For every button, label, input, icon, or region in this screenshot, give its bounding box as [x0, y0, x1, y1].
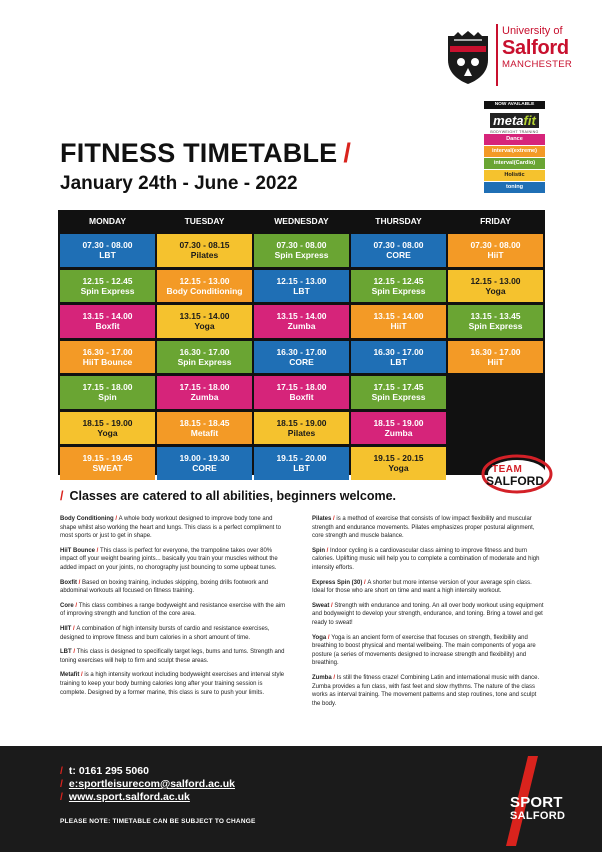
- class-cell: [157, 447, 252, 480]
- class-description-text: A combination of high intensity bursts of cardio and resistance exercises, designed to improve fitness and burn calories in a short amount of time.: [60, 625, 270, 641]
- day-header-tuesday: TUESDAY: [184, 216, 225, 226]
- class-cell: [254, 412, 349, 445]
- class-cell: [157, 412, 252, 445]
- team-salford-badge: [480, 454, 554, 494]
- class-name: Spin Express: [371, 392, 426, 403]
- class-cell: [60, 447, 155, 480]
- class-description: Body Conditioning / A whole body workout designed to improve body tone and shape whilst also working the heart and lungs. This class is a perfect compliment to most sports or just to get in shape.: [60, 516, 281, 540]
- class-name: HiiT Bounce: [82, 356, 133, 367]
- class-description-name: Yoga: [312, 634, 327, 641]
- class-name: Body Conditioning: [166, 285, 243, 296]
- class-name: Zumba: [190, 392, 219, 403]
- class-description: Core / This class combines a range bodyweight and resistance exercise with the aim of improving strength and function of the core area.: [60, 602, 286, 618]
- contact-phone: / t: 0161 295 5060: [60, 765, 149, 777]
- class-time: 07.30 - 08.00: [276, 240, 327, 251]
- class-cell: [351, 305, 446, 338]
- class-time: 12.15 - 12.45: [373, 275, 424, 286]
- class-cell: [448, 234, 543, 267]
- class-time: 07.30 - 08.00: [82, 240, 133, 251]
- class-descriptions-right: [312, 515, 544, 714]
- class-time: 13.15 - 14.00: [82, 311, 133, 322]
- class-name: LBT: [293, 285, 310, 296]
- class-cell: [157, 270, 252, 303]
- title-slash: /: [343, 138, 352, 168]
- class-time: 07.30 - 08.00: [373, 240, 424, 251]
- class-name: Zumba: [384, 427, 413, 438]
- class-time: 07.30 - 08.15: [179, 240, 230, 251]
- class-cell: [351, 376, 446, 409]
- sport-salford-logo: [498, 756, 566, 846]
- class-time: 13.15 - 14.00: [373, 311, 424, 322]
- university-line2: Salford: [502, 37, 569, 59]
- class-time: 12.15 - 13.00: [276, 275, 327, 286]
- class-time: 19.00 - 19.30: [179, 453, 230, 464]
- key-item: Dance: [484, 134, 545, 145]
- class-cell: [254, 270, 349, 303]
- class-description-text: A whole body workout designed to improve body tone and shape whilst also working the heart and lungs. This class is a perfect compliment to most sports or just to get in shape.: [60, 516, 281, 540]
- class-description-text: This class is designed to specifically target legs, bums and tums. Strength and toning exercises will help to firm and sculpt these areas.: [60, 649, 285, 664]
- class-name: Yoga: [194, 321, 215, 332]
- class-name: CORE: [386, 250, 411, 261]
- contact-website-link[interactable]: / www.sport.salford.ac.uk: [60, 791, 190, 803]
- class-cell: [351, 447, 446, 480]
- class-name: HiiT: [390, 321, 407, 332]
- metafit-logo-a: meta: [493, 113, 524, 128]
- class-description: Zumba / Is still the fitness craze! Combining Latin and international music with dance. Zumba provides a fun class, with fast feet and slow rhythms. The nature of the class works as interval training. The movement patterns and step routines, tone and sculpt the body.: [312, 674, 540, 707]
- class-time: 16.30 - 17.00: [373, 346, 424, 357]
- class-cell: [254, 341, 349, 374]
- class-description-text: Indoor cycling is a cardiovascular class aiming to improve fitness and burn calories. Uplifting music will help you to complete a combination of moderate and high intensity efforts.: [312, 547, 540, 571]
- class-description-text: This class combines a range bodyweight and resistance exercise with the aim of improving strength and function of the core area.: [60, 602, 286, 618]
- class-time: 17.15 - 18.00: [179, 382, 230, 393]
- class-time: 19.15 - 20.15: [373, 453, 424, 464]
- class-description-name: Spin: [312, 547, 325, 554]
- class-cell: [254, 305, 349, 338]
- class-cell: [448, 341, 543, 374]
- timetable-grid: [58, 210, 545, 475]
- class-name: Yoga: [388, 463, 409, 474]
- class-description-name: Pilates: [312, 516, 332, 522]
- university-line1: University of: [502, 25, 563, 37]
- class-cell: [254, 234, 349, 267]
- class-description: Boxfit / Based on boxing training, includes skipping, boxing drills footwork and abdominal workouts all focused on fitness training.: [60, 579, 269, 595]
- class-name: Pilates: [287, 427, 316, 438]
- class-name: LBT: [99, 250, 116, 261]
- class-time: 13.15 - 14.00: [179, 311, 230, 322]
- class-description: Metafit / is a high intensity workout including bodyweight exercises and interval style training to keep your body burning calories long after your training session is complete. Designed by a former marine, this class is sure to push your limits.: [60, 672, 285, 696]
- class-name: Yoga: [97, 427, 118, 438]
- class-cell: [157, 341, 252, 374]
- class-time: 17.15 - 18.00: [82, 382, 133, 393]
- class-cell: [254, 376, 349, 409]
- contact-email-link[interactable]: / e:sportleisurecom@salford.ac.uk: [60, 778, 235, 790]
- university-logo: [446, 22, 576, 88]
- class-name: CORE: [192, 463, 217, 474]
- class-name: Boxfit: [289, 392, 314, 403]
- page-title: [60, 138, 351, 169]
- sport-logo-line2: SALFORD: [510, 810, 566, 822]
- class-cell: [60, 305, 155, 338]
- class-cell: [60, 270, 155, 303]
- class-description: LBT / This class is designed to specifically target legs, bums and tums. Strength and toning exercises will help to firm and sculpt these areas.: [60, 649, 285, 664]
- class-cell: [60, 412, 155, 445]
- university-line3: MANCHESTER: [502, 59, 573, 70]
- class-description-text: Strength with endurance and toning. An all over body workout using equipment and bodyweight to develop your strength, endurance, and toning. Bring a towel and get ready to sweat!: [312, 602, 544, 626]
- team-badge-line2: SALFORD: [486, 474, 544, 488]
- class-description-name: Zumba: [312, 674, 332, 681]
- class-description-name: Core: [60, 602, 74, 609]
- metafit-logo-b: fit: [523, 113, 536, 128]
- class-time: 19.15 - 20.00: [276, 453, 327, 464]
- class-description-name: Sweat: [312, 602, 330, 609]
- class-cell: [157, 234, 252, 267]
- class-name: LBT: [293, 463, 310, 474]
- class-description-name: Express Spin (30): [312, 579, 363, 586]
- class-name: Spin Express: [80, 285, 135, 296]
- crest-icon: [446, 30, 490, 84]
- class-name: Metafit: [190, 427, 219, 438]
- class-time: 16.30 - 17.00: [276, 346, 327, 357]
- class-cell: [448, 305, 543, 338]
- class-description-text: is a method of exercise that consists of low impact flexibility and muscular strength and endurance movements. Pilates emphasizes proper postural alignment, core strength and muscle balance.: [312, 516, 535, 540]
- class-time: 13.15 - 14.00: [276, 311, 327, 322]
- date-range: January 24th - June - 2022: [60, 173, 298, 194]
- class-description-name: Metafit: [60, 672, 80, 679]
- day-header-wednesday: WEDNESDAY: [274, 216, 329, 226]
- metafit-logo: [484, 111, 545, 133]
- class-time: 12.15 - 13.00: [179, 275, 230, 286]
- class-description-text: Based on boxing training, includes skipping, boxing drills footwork and abdominal workouts all focused on fitness training.: [60, 579, 269, 595]
- class-time: 16.30 - 17.00: [82, 346, 133, 357]
- timetable-notice: PLEASE NOTE: TIMETABLE CAN BE SUBJECT TO CHANGE: [60, 818, 256, 825]
- key-items: [484, 134, 545, 193]
- class-time: 19.15 - 19.45: [82, 453, 133, 464]
- class-description: Express Spin (30) / A shorter but more intense version of your average spin class. Ideal for those who are short on time and want a high intensity workout.: [312, 579, 532, 595]
- page-title-text: FITNESS TIMETABLE: [60, 138, 338, 168]
- metafit-sub: BODYWEIGHT TRAINING: [490, 130, 539, 134]
- class-cell: [157, 305, 252, 338]
- class-cell: [60, 234, 155, 267]
- class-name: Spin Express: [177, 356, 232, 367]
- class-name: LBT: [390, 356, 407, 367]
- class-description-name: LBT: [60, 649, 72, 656]
- class-descriptions-left: [60, 515, 286, 703]
- class-description-name: HIIT: [60, 625, 72, 632]
- class-name: Zumba: [287, 321, 316, 332]
- class-name: Boxfit: [95, 321, 120, 332]
- class-name: Spin Express: [468, 321, 523, 332]
- class-description-text: Yoga is an ancient form of exercise that focuses on strength, flexibility and breathing to boost physical and mental wellbeing. The main components of yoga are posture (a series of movements designed to increase strength and flexibility) and breathing.: [312, 634, 536, 667]
- key-item: interval(extreme): [484, 146, 545, 157]
- key-item: Holistic: [484, 170, 545, 181]
- class-description: HiiT Bounce / This class is perfect for everyone, the trampoline takes over 80% impact off your weight bearing joints... basically you train your muscles without the added impact on your joints, no chorography just bouncing to some upbeat tunes.: [60, 547, 278, 571]
- class-time: 17.15 - 17.45: [373, 382, 424, 393]
- class-time: 16.30 - 17.00: [179, 346, 230, 357]
- day-header-monday: MONDAY: [89, 216, 126, 226]
- class-cell: [351, 412, 446, 445]
- class-description: Pilates / is a method of exercise that consists of low impact flexibility and muscular strength and endurance movements. Pilates emphasizes proper postural alignment, core strength and muscle balance.: [312, 516, 535, 540]
- day-header-friday: FRIDAY: [480, 216, 511, 226]
- class-description: Sweat / Strength with endurance and toning. An all over body workout using equipment and bodyweight to develop your strength, endurance, and toning. Bring a towel and get ready to sweat!: [312, 602, 544, 626]
- sport-logo-line1: SPORT: [510, 794, 563, 811]
- class-name: Spin Express: [274, 250, 329, 261]
- class-cell: [448, 270, 543, 303]
- class-name: HiiT: [487, 356, 504, 367]
- now-available-label: NOW AVAILABLE: [484, 101, 545, 109]
- class-cell: [60, 341, 155, 374]
- class-time: 13.15 - 13.45: [470, 311, 521, 322]
- tagline: [60, 489, 396, 503]
- class-description: Spin / Indoor cycling is a cardiovascular class aiming to improve fitness and burn calories. Uplifting music will help you to complete a combination of moderate and high intensity efforts.: [312, 547, 540, 571]
- class-name: CORE: [289, 356, 314, 367]
- class-name: SWEAT: [92, 463, 123, 474]
- class-cell: [60, 376, 155, 409]
- class-time: 07.30 - 08.00: [470, 240, 521, 251]
- class-time: 18.15 - 18.45: [179, 417, 230, 428]
- class-cell: [157, 376, 252, 409]
- class-time: 18.15 - 19.00: [373, 417, 424, 428]
- class-time: 12.15 - 13.00: [470, 275, 521, 286]
- key-item: interval(Cardio): [484, 158, 545, 169]
- class-cell: [351, 341, 446, 374]
- class-cell: [351, 234, 446, 267]
- class-name: Pilates: [190, 250, 219, 261]
- class-time: 18.15 - 19.00: [276, 417, 327, 428]
- tagline-text: Classes are catered to all abilities, beginners welcome.: [69, 489, 397, 503]
- class-name: HiiT: [487, 250, 504, 261]
- class-description-name: Body Conditioning: [60, 516, 114, 522]
- key-item: toning: [484, 182, 545, 193]
- class-cell: [254, 447, 349, 480]
- class-time: 12.15 - 12.45: [82, 275, 133, 286]
- class-name: Yoga: [485, 285, 506, 296]
- class-time: 16.30 - 17.00: [470, 346, 521, 357]
- class-time: 17.15 - 18.00: [276, 382, 327, 393]
- class-cell: [351, 270, 446, 303]
- class-description-text: This class is perfect for everyone, the trampoline takes over 80% impact off your weight bearing joints... basically you train your muscles without the added impact on your joints, no chorography just bouncing to some upbeat tunes.: [60, 547, 278, 571]
- class-description: HIIT / A combination of high intensity bursts of cardio and resistance exercises, designed to improve fitness and burn calories in a short amount of time.: [60, 625, 270, 641]
- tagline-slash: /: [60, 489, 64, 503]
- footer: [0, 746, 602, 852]
- day-header-thursday: THURSDAY: [375, 216, 422, 226]
- class-time: 18.15 - 19.00: [82, 417, 133, 428]
- class-type-key: [484, 101, 545, 193]
- class-description-text: A shorter but more intense version of your average spin class. Ideal for those who are short on time and want a high intensity workout.: [312, 579, 532, 595]
- class-description-name: HiiT Bounce: [60, 547, 96, 554]
- class-description-text: Is still the fitness craze! Combining Latin and international music with dance. Zumba provides a fun class, with fast feet and slow rhythms. The nature of the class works as interval training. The movement patterns and step routines, tone and sculpt the body.: [312, 674, 540, 707]
- class-name: Spin Express: [371, 285, 426, 296]
- team-badge-line1: TEAM: [492, 464, 523, 475]
- class-name: Spin: [98, 392, 117, 403]
- class-description: Yoga / Yoga is an ancient form of exercise that focuses on strength, flexibility and breathing to boost physical and mental wellbeing. The main components of yoga are posture (a series of movements designed to increase strength and flexibility) and breathing.: [312, 634, 536, 667]
- class-description-text: is a high intensity workout including bodyweight exercises and interval style training to keep your body burning calories long after your training session is complete. Designed by a former marine, this class is sure to push your limits.: [60, 672, 285, 696]
- class-description-name: Boxfit: [60, 579, 77, 586]
